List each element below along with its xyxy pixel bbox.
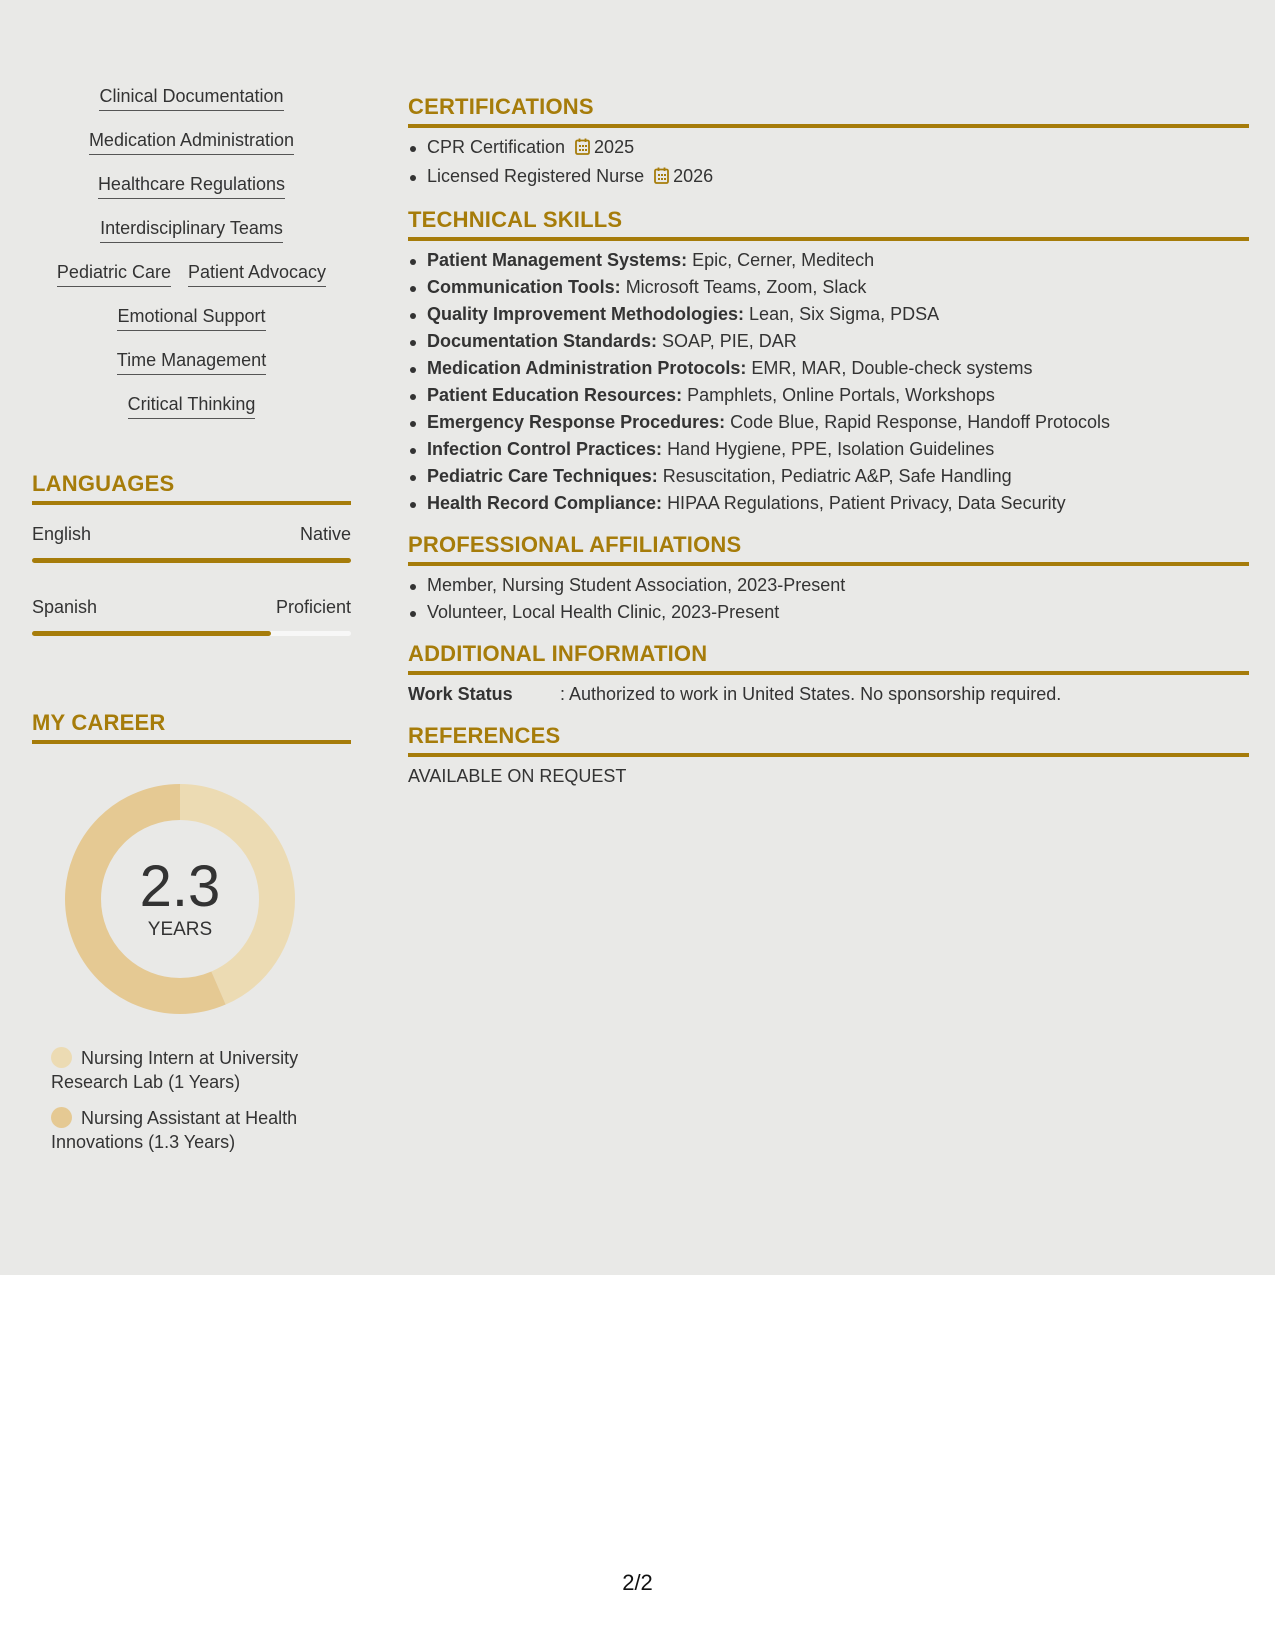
technical-skill-label: Patient Education Resources: — [427, 385, 683, 405]
skill-tag: Healthcare Regulations — [98, 172, 285, 199]
technical-skill-label: Pediatric Care Techniques: — [427, 466, 658, 486]
certification-year: 2025 — [594, 137, 635, 157]
technical-skill-label: Medication Administration Protocols: — [427, 358, 747, 378]
career-heading: MY CAREER — [32, 710, 351, 744]
legend-label: Nursing Intern at University Research Lab (1 Years) — [51, 1048, 299, 1092]
language-name: English — [32, 524, 92, 544]
certifications-list — [408, 134, 1249, 192]
donut-center — [65, 784, 295, 1014]
work-status-label: Work Status — [408, 684, 513, 704]
technical-skill-label: Emergency Response Procedures: — [427, 412, 726, 432]
technical-skill-item — [408, 328, 1249, 355]
affiliations-list — [408, 572, 1249, 626]
affiliation-item: Volunteer, Local Health Clinic, 2023-Present — [408, 599, 1249, 626]
technical-skill-value: HIPAA Regulations, Patient Privacy, Data Security — [667, 493, 1066, 513]
technical-skill-item — [408, 436, 1249, 463]
language-item — [32, 596, 351, 636]
legend-label: Nursing Assistant at Health Innovations (1.3 Years) — [51, 1108, 298, 1152]
career-total-years: 2.3 — [139, 854, 221, 919]
career-years-unit: YEARS — [147, 919, 213, 940]
skill-tag: Time Management — [117, 348, 266, 375]
technical-skill-item — [408, 490, 1249, 517]
technical-skill-label: Communication Tools: — [427, 277, 621, 297]
skill-tag: Medication Administration — [89, 128, 294, 155]
language-bar-fill — [32, 631, 271, 636]
skill-tag: Clinical Documentation — [99, 84, 283, 111]
language-level: Native — [299, 524, 351, 544]
technical-skill-value: Epic, Cerner, Meditech — [692, 250, 875, 270]
calendar-icon — [575, 136, 590, 163]
technical-skill-item — [408, 274, 1249, 301]
certification-name: Licensed Registered Nurse — [427, 166, 645, 186]
technical-skill-label: Quality Improvement Methodologies: — [427, 304, 745, 324]
technical-skill-value: Microsoft Teams, Zoom, Slack — [625, 277, 867, 297]
calendar-icon — [654, 165, 669, 192]
technical-skill-value: Code Blue, Rapid Response, Handoff Protocols — [730, 412, 1111, 432]
language-bar — [32, 631, 351, 636]
skill-tag: Pediatric Care — [57, 260, 171, 287]
technical-skill-label: Infection Control Practices: — [427, 439, 663, 459]
career-legend — [32, 1046, 351, 1154]
language-row — [32, 596, 351, 618]
technical-skill-item — [408, 463, 1249, 490]
legend-dot — [51, 1107, 72, 1128]
technical-skill-value: Lean, Six Sigma, PDSA — [749, 304, 940, 324]
legend-dot — [51, 1047, 72, 1068]
technical-skill-label: Health Record Compliance: — [427, 493, 663, 513]
certification-item — [408, 134, 1249, 163]
language-item — [32, 523, 351, 563]
technical-skill-label: Patient Management Systems: — [427, 250, 688, 270]
technical-skill-value: SOAP, PIE, DAR — [662, 331, 797, 351]
right-column — [408, 94, 1249, 790]
work-status-row — [408, 681, 1249, 708]
language-level: Proficient — [275, 597, 351, 617]
skills-tags — [32, 84, 351, 436]
technical-skill-value: Resuscitation, Pediatric A&P, Safe Handling — [662, 466, 1012, 486]
technical-skill-item — [408, 247, 1249, 274]
certification-item — [408, 163, 1249, 192]
legend-item — [51, 1046, 351, 1094]
technical-skill-value: Pamphlets, Online Portals, Workshops — [687, 385, 995, 405]
work-status-value: : Authorized to work in United States. No sponsorship required. — [560, 684, 1062, 704]
certification-year: 2026 — [673, 166, 714, 186]
skill-tag: Interdisciplinary Teams — [100, 216, 283, 243]
page-number: 2/2 — [622, 1570, 653, 1595]
certification-name: CPR Certification — [427, 137, 566, 157]
skill-tag: Emotional Support — [117, 304, 265, 331]
references-text: AVAILABLE ON REQUEST — [408, 766, 627, 786]
technical-skills-heading: TECHNICAL SKILLS — [408, 207, 1249, 241]
technical-skills-list — [408, 247, 1249, 517]
skill-tag: Patient Advocacy — [188, 260, 326, 287]
legend-item — [51, 1106, 351, 1154]
language-bar-fill — [32, 558, 351, 563]
technical-skill-label: Documentation Standards: — [427, 331, 658, 351]
technical-skill-item — [408, 355, 1249, 382]
languages-heading: LANGUAGES — [32, 471, 351, 505]
language-bar — [32, 558, 351, 563]
affiliation-item: Member, Nursing Student Association, 2023-Present — [408, 572, 1249, 599]
career-donut-chart — [65, 784, 295, 1014]
affiliations-heading: PROFESSIONAL AFFILIATIONS — [408, 532, 1249, 566]
language-row — [32, 523, 351, 545]
left-column — [32, 84, 351, 1166]
technical-skill-item — [408, 382, 1249, 409]
references-heading: REFERENCES — [408, 723, 1249, 757]
skill-tag: Critical Thinking — [128, 392, 256, 419]
technical-skill-value: EMR, MAR, Double-check systems — [751, 358, 1033, 378]
additional-info-heading: ADDITIONAL INFORMATION — [408, 641, 1249, 675]
language-name: Spanish — [32, 597, 98, 617]
certifications-heading: CERTIFICATIONS — [408, 94, 1249, 128]
technical-skill-value: Hand Hygiene, PPE, Isolation Guidelines — [667, 439, 995, 459]
technical-skill-item — [408, 409, 1249, 436]
technical-skill-item — [408, 301, 1249, 328]
